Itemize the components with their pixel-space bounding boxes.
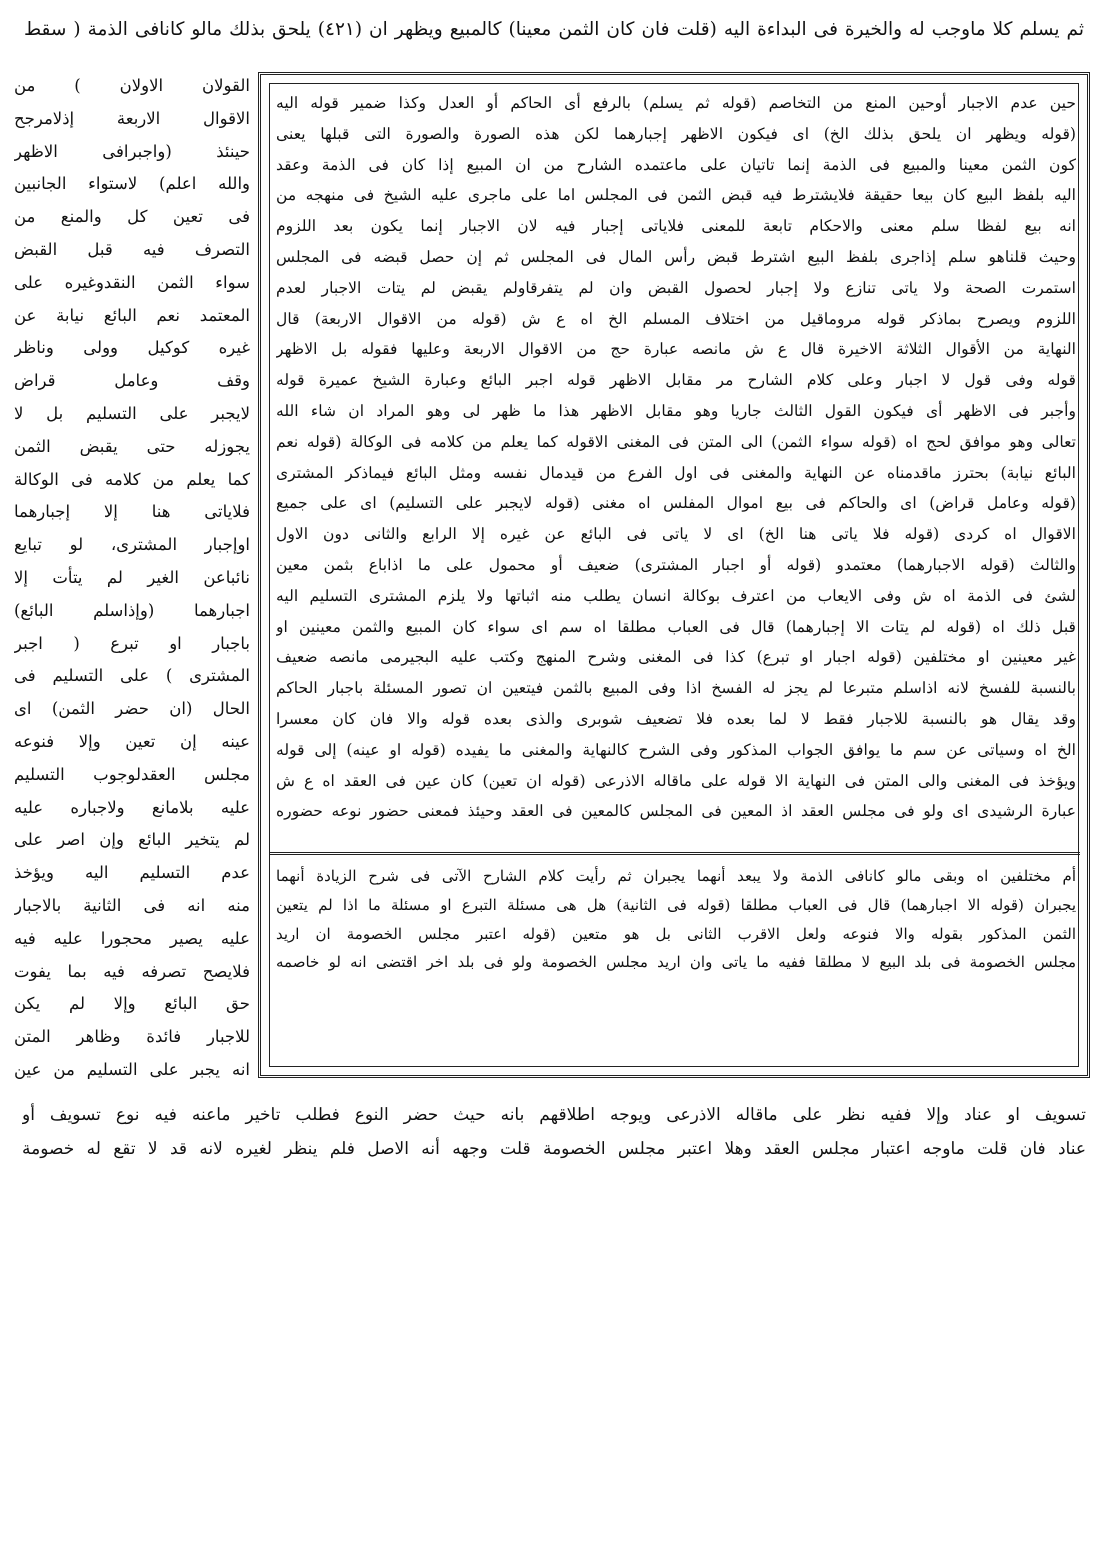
side-line: عينه إن تعين وإلا فنوعه bbox=[14, 731, 250, 751]
side-line: فى تعين كل والمنع من bbox=[14, 207, 250, 227]
commentary-line: بالنسبة للفسخ لانه اذاسلم متبرعا لم يجز له الفسخ اذا وفى المبيع بالثمن فيتعين ان تصور المسئلة باجبار الحاكم bbox=[276, 679, 1076, 698]
commentary-line: قوله وفى قول لا اجبار وعلى كلام الشارح مر مقابل الاظهر قوله اجبر البائع وعبارة الشيخ عميرة قوله bbox=[276, 371, 1076, 390]
commentary-line: قبل ذلك اه (قوله لم يتات الا إجبارهما) قال فى العباب مطلقا اه سم اى سواء كان المبيع والثمن معينين او bbox=[276, 617, 1076, 636]
footnote-line: أم مختلفين اه وبقى مالو كانافى الذمة ولا يبعد أنهما يجبران ثم رأيت كلام الشارح الآتى فى شرح الزيادة أنهما bbox=[276, 867, 1076, 885]
side-line: فلايصح تصرفه فيه بما يفوت bbox=[14, 961, 250, 981]
commentary-line: والثالث (قوله الاجبارهما) معتمدو (قوله أو اجبار المشترى) ضعيف أو محمول على ما اذاباع بثمن معين bbox=[276, 555, 1076, 574]
side-line: غيره كوكيل وولى وناظر bbox=[14, 338, 250, 358]
matn-side-column bbox=[14, 70, 250, 1082]
side-line: لايجبر على التسليم بل لا bbox=[14, 403, 250, 423]
commentary-line: وقد يقال هو بالنسبة للاجبار فقط لا لما بعده فلا تضعيف شوبرى والذى بعده قوله والا فان كان معسرا bbox=[276, 709, 1076, 728]
commentary-line: حين عدم الاجبار أوحين المنع من التخاصم (قوله ثم يسلم) بالرفع أى الحاكم أو العدل وكذا ضمير قوله اليه bbox=[276, 94, 1076, 112]
footnote-line: يجبران (قوله الا اجبارهما) قال فى العباب مطلقا (قوله فى الثانية) هل هى مسئلة التبرع او مسئلة ما اذا لم يتعين bbox=[276, 895, 1076, 914]
bottom-continuation bbox=[22, 1098, 1086, 1198]
side-line: مجلس العقدلوجوب التسليم bbox=[14, 764, 250, 784]
side-line: الحال (ان حضر الثمن) اى bbox=[14, 699, 250, 719]
side-line: لم يتخير البائع وإن اصر على bbox=[14, 830, 250, 850]
side-line: يجوزله حتى يقبض الثمن bbox=[14, 436, 250, 456]
side-line: عليه بلامانع ولاجباره عليه bbox=[14, 797, 250, 817]
commentary-line: وحيث قلناهو سلم إذاجرى بلفظ البيع اشترط قبض رأس المال فى المجلس ثم إن حصل قبضه فى المجلس bbox=[276, 247, 1076, 266]
side-line: فلاياتى هنا إلا إجبارهما bbox=[14, 502, 250, 522]
footnote-commentary bbox=[276, 862, 1076, 1068]
commentary-line: عبارة الرشيدى اى ولو فى مجلس العقد اذ المعين فى المجلس كالمعين فى العقد وحيئذ فمعنى حضور نوعه حضوره bbox=[276, 802, 1076, 821]
commentary-line: استمرت الصحة ولا ياتى تنازع ولا إجبار لحصول القبض وان لم يتفرقاولم يقبض لم يتات الاجبار لعدم bbox=[276, 278, 1076, 297]
commentary-line: اليه بلفظ البيع كان بيعا حقيقة فلايشترط فيه قبض الثمن فى المجلس اما على ماجرى عليه الشيخ فى منهجه من bbox=[276, 186, 1076, 205]
side-line: والله اعلم) لاستواء الجانبين bbox=[14, 174, 250, 194]
side-line: حق البائع وإلا لم يكن bbox=[14, 994, 250, 1014]
commentary-line: وأجبر فى الاظهر أى فيكون القول الثالث جاريا وهو مقابل الاظهر هذا ما ظهر لى وهو المراد ان شاء الله bbox=[276, 401, 1076, 420]
side-line: باجبار او تبرع ( اجبر bbox=[14, 633, 250, 653]
side-line: المشترى ) على التسليم فى bbox=[14, 666, 250, 686]
side-line: اجبارهما (وإذاسلم البائع) bbox=[14, 600, 250, 620]
commentary-line: الاقوال اه كردى (قوله فلا ياتى هنا الخ) اى لا ياتى فى البائع عن غيره إلا الرابع والثانى دون الاول bbox=[276, 525, 1076, 544]
commentary-line: (قوله وعامل قراض) اى والحاكم فى بيع اموال المفلس اه مغنى (قوله لايجبر على التسليم) اى على جميع bbox=[276, 494, 1076, 513]
side-line: الاقوال الاربعة إذلامرجح bbox=[14, 108, 250, 128]
commentary-line: اللزوم ويصرح بماذكر قوله مروماقيل من اختلاف المسلم الخ اه ع ش (قوله من الاقوال الاربعة) قال bbox=[276, 309, 1076, 328]
commentary-line: غير معينين او مختلفين (قوله اجبار او تبرع) كذا فى المغنى وشرح المنهج وكتب عليه البجيرمى مانصه ضعيف bbox=[276, 648, 1076, 667]
commentary-line: انه بيع لفظا سلم معنى والاحكام تابعة للمعنى فلاياتى إجبار فيه لان الاجبار إنما يكون بعد اللزوم bbox=[276, 217, 1076, 236]
bottom-line: عناد فان قلت ماوجه اعتبار مجلس العقد وهلا اعتبر مجلس الخصومة قلت وجهه أنه الاصل فلم ينظر لغيره لانه قد لا تقع له خصومة bbox=[22, 1139, 1086, 1159]
bottom-line: تسويف او عناد وإلا ففيه نظر على ماقاله الاذرعى ويوجه اطلاقهم بانه حيث حضر النوع فطلب تاخير ماعنه فيه نوع تسويف أو bbox=[22, 1105, 1086, 1125]
side-line: كما يعلم من كلامه فى الوكالة bbox=[14, 469, 250, 489]
commentary-line: الخ اه وسياتى عن سم ما يوافق الجواب المذكور وفى الشرح كالنهاية والمغنى ما يفيده (قوله او عينه) إلى قوله bbox=[276, 740, 1076, 759]
commentary-line: النهاية من الأقوال الثلاثة الاخيرة قال ع ش مانصه عبارة حج من الاقوال الاربعة وعليها فقوله بل الاظهر bbox=[276, 340, 1076, 359]
footnote-line: الثمن المذكور بقوله والا فنوعه ولعل الاقرب الثانى بل هو متعين (قوله اعتبر مجلس الخصومة ان اريد bbox=[276, 924, 1076, 943]
side-line: حينئذ (واجبرافى الاظهر bbox=[14, 141, 250, 161]
side-line: سواء الثمن النقدوغيره على bbox=[14, 272, 250, 292]
side-line: منه انه فى الثانية بالاجبار bbox=[14, 895, 250, 915]
side-line: للاجبار فائدة وظاهر المتن bbox=[14, 1027, 250, 1047]
commentary-line bbox=[276, 827, 1076, 828]
commentary-line: تعالى وهو موافق لحج اه (قوله سواء الثمن) الى المتن فى المغنى الاقوله كما يعلم من كلامه فى الوكالة (قوله نعم bbox=[276, 432, 1076, 451]
side-line: القولان الاولان ) من bbox=[14, 76, 250, 95]
side-line: نائباعن الغير لم يتأت إلا bbox=[14, 567, 250, 587]
side-line: التصرف فيه قبل القبض bbox=[14, 239, 250, 259]
side-line: انه يجبر على التسليم من عين bbox=[14, 1059, 250, 1079]
commentary-line: ويؤخذ فى المغنى والى المتن فى النهاية الا قوله على ماقاله الاذرعى (قوله ان تعين) كان عين فى العقد اه ع ش bbox=[276, 771, 1076, 790]
commentary-line: كون الثمن معينا والمبيع فى الذمة إنما تاتيان على ماعتمده الشارح من ان المبيع إذا كان فى الذمة وعقد bbox=[276, 155, 1076, 174]
side-line: عليه يصير محجورا عليه فيه bbox=[14, 928, 250, 948]
side-line: عدم التسليم اليه ويؤخذ bbox=[14, 863, 250, 883]
commentary-line: البائع نيابة) بحترز ماقدمناه عن النهاية والمغنى فى اول الفرع من قيدمال نفسه ومثل البائع فيماذكر المشترى bbox=[276, 463, 1076, 482]
footnote-line: مجلس الخصومة فى بلد البيع لا مطلقا ففيه ما ياتى وان اريد مجلس الخصومة ولو فى بلد اخر اقتضى انه لو خاصمه bbox=[276, 953, 1076, 972]
side-line: وقف وعامل قراض bbox=[14, 371, 250, 391]
side-line: اوإجبار المشترى، لو تبايع bbox=[14, 535, 250, 555]
commentary-separator-rule bbox=[270, 852, 1080, 855]
main-commentary bbox=[276, 88, 1076, 828]
running-header: ثم يسلم كلا ماوجب له والخيرة فى البداءة اليه (قلت فان كان الثمن معينا) كالمبيع ويظهر ان (٤٢١) يلحق بذلك مالو كانافى الذمة ( سقط bbox=[24, 19, 1084, 40]
commentary-line: (قوله ويظهر ان يلحق بذلك الخ) اى فيكون الاظهر إجبارهما لكن هذه الصورة والصورة التى قبلها يعنى bbox=[276, 124, 1076, 143]
side-line: المعتمد نعم البائع نيابة عن bbox=[14, 305, 250, 325]
commentary-line: لشئ فى الذمة اه ش وفى الايعاب من اعترف بوكالة انسان يطلب منه اثباتها ولا يلزم المشترى التسليم اليه bbox=[276, 586, 1076, 605]
